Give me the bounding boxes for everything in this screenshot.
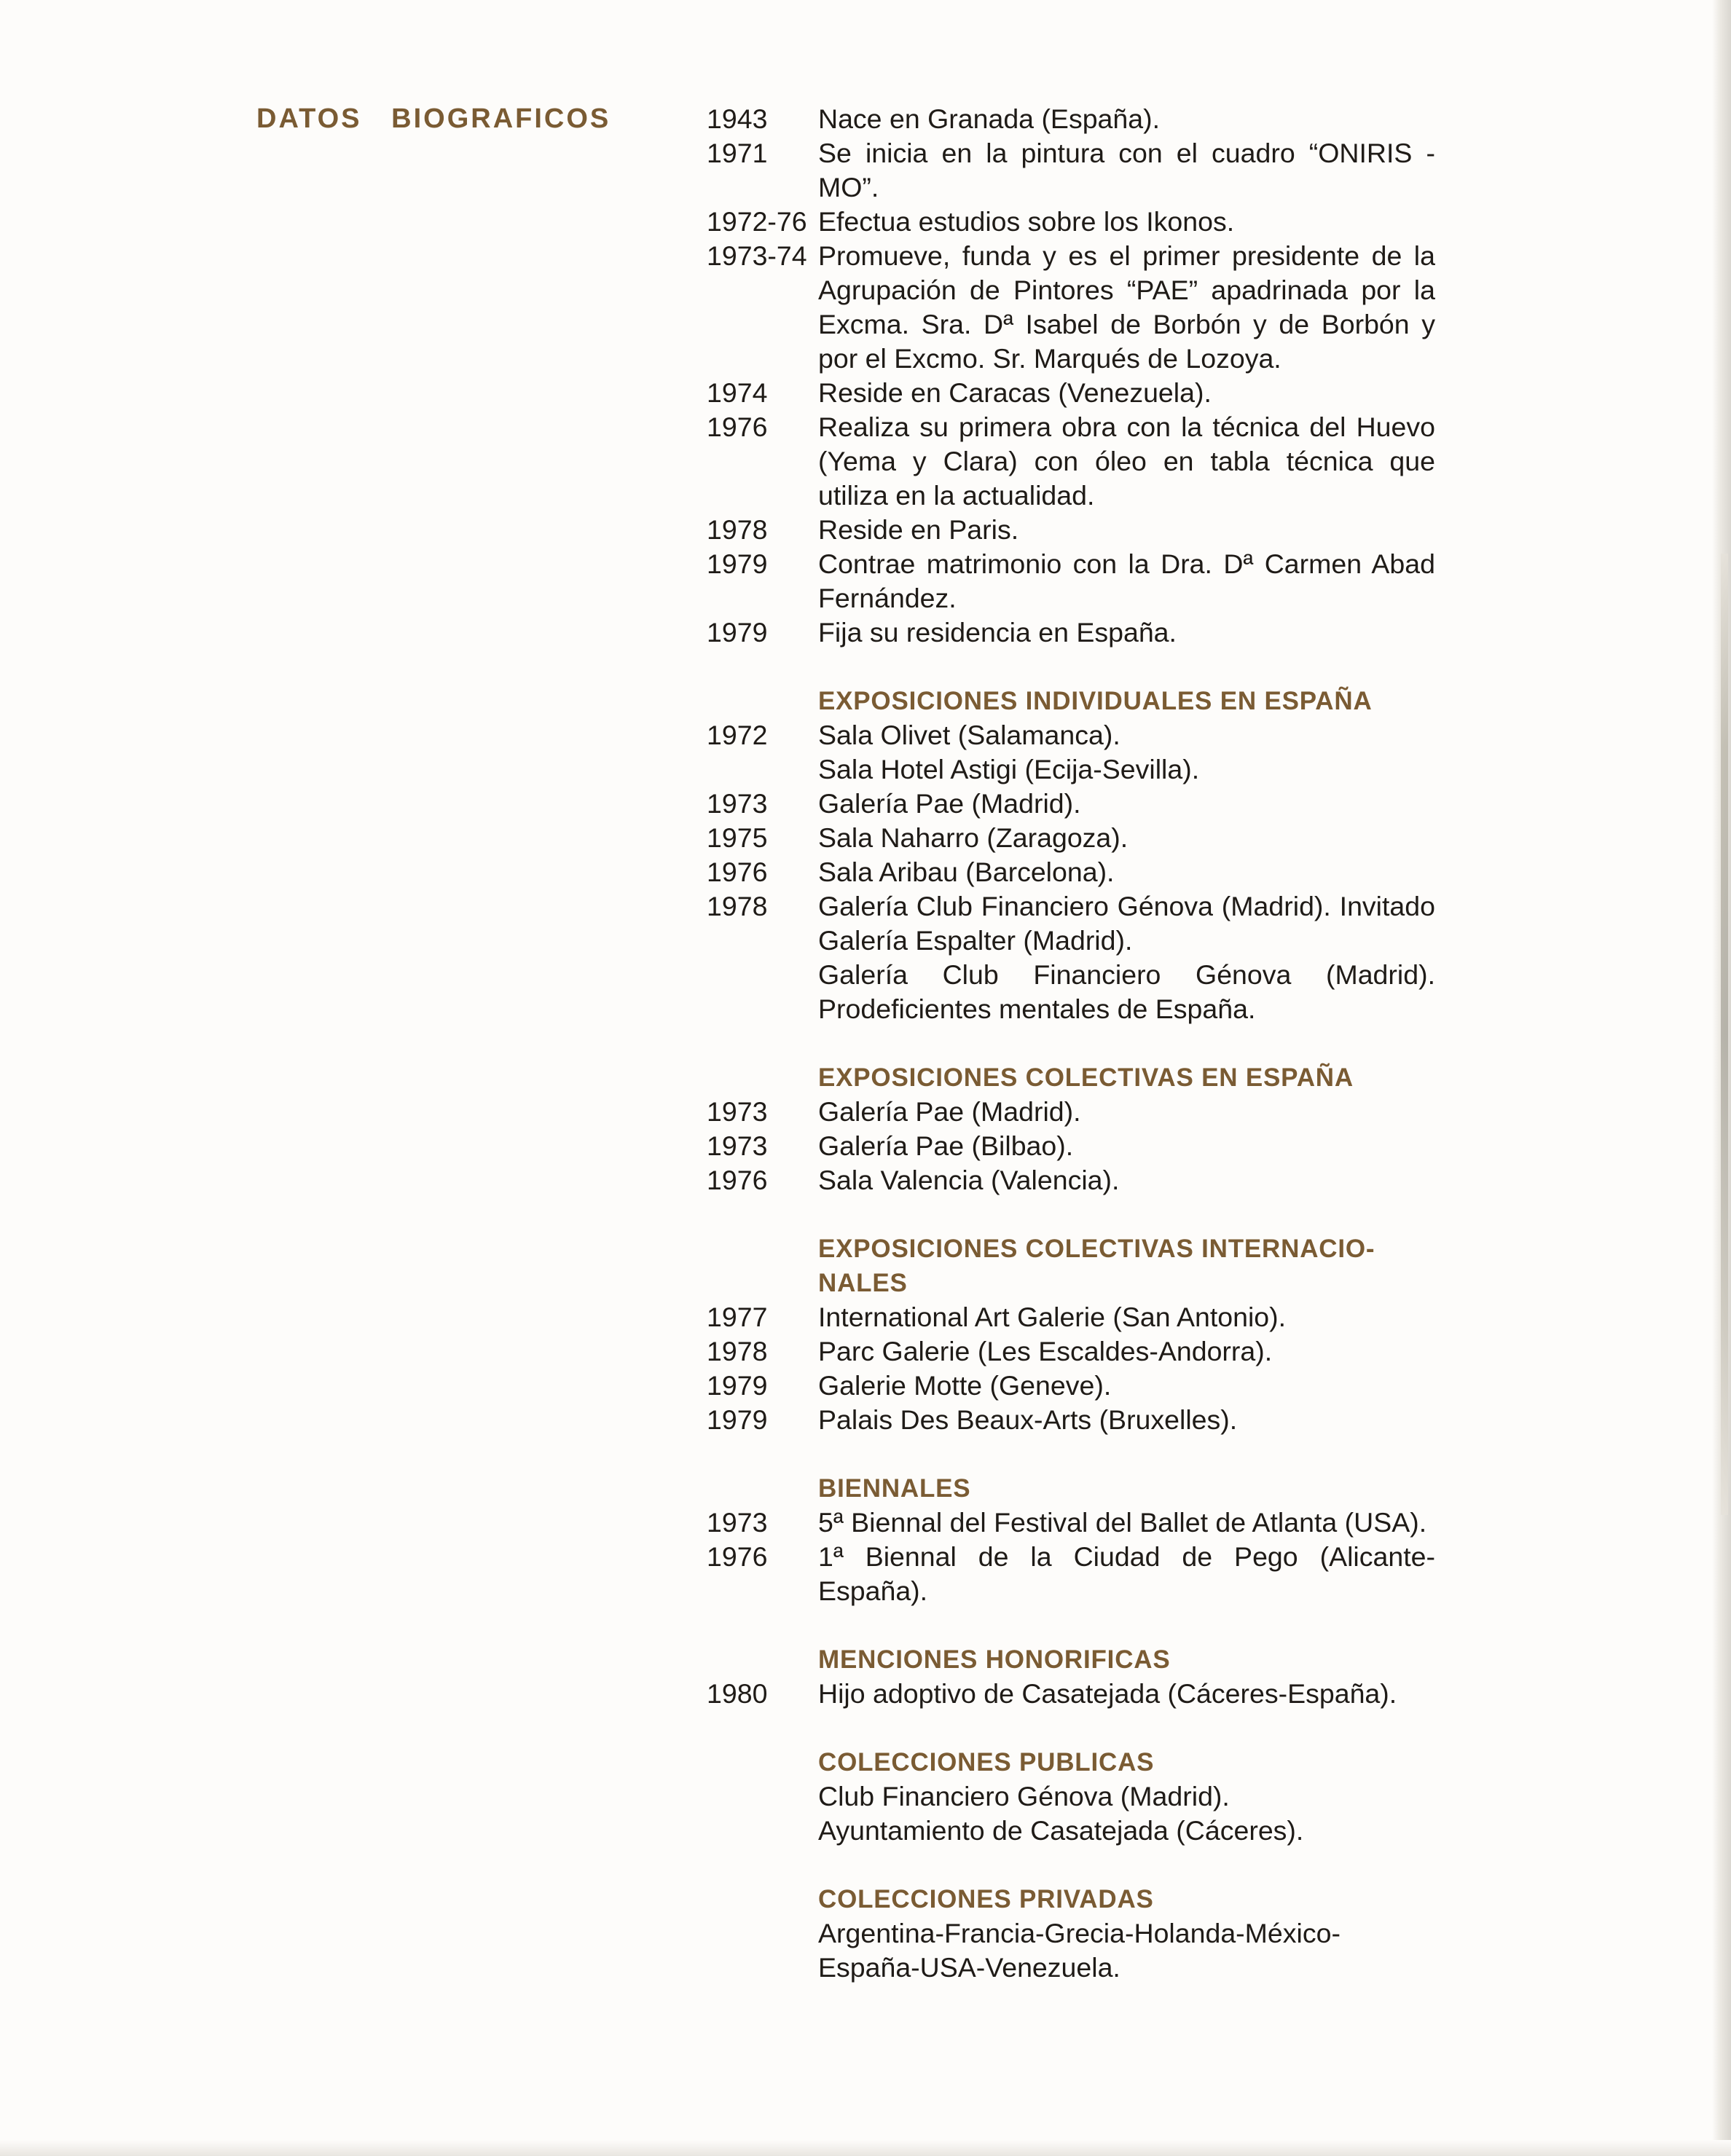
section-heading: BIENNALES bbox=[818, 1474, 971, 1503]
entry-year: 1979 bbox=[707, 1404, 768, 1435]
timeline-entry bbox=[707, 1300, 1435, 1334]
section-heading: EXPOSICIONES COLECTIVAS EN ESPAÑA bbox=[818, 1063, 1354, 1092]
exhibition-sections bbox=[707, 684, 1435, 1985]
entry-text: Parc Galerie (Les Escaldes-Andorra). bbox=[818, 1336, 1273, 1366]
section-block bbox=[707, 684, 1435, 1026]
entry-text: Sala Aribau (Barcelona). bbox=[818, 857, 1115, 887]
timeline-entry bbox=[707, 1506, 1435, 1540]
entry-year: 1976 bbox=[707, 412, 768, 442]
entry-year: 1973-74 bbox=[707, 240, 807, 271]
timeline-entry bbox=[707, 855, 1435, 889]
entry-text: Club Financiero Génova (Madrid). bbox=[818, 1781, 1230, 1811]
page-edge-shadow bbox=[1721, 554, 1728, 1515]
entry-year: 1972-76 bbox=[707, 206, 807, 237]
entry-text: Palais Des Beaux-Arts (Bruxelles). bbox=[818, 1404, 1238, 1435]
entry-text: Hijo adoptivo de Casatejada (Cáceres-España). bbox=[818, 1678, 1397, 1709]
entry-year: 1979 bbox=[707, 1370, 768, 1401]
biography-timeline bbox=[707, 102, 1435, 650]
entry-text: Galería Club Financiero Génova (Madrid). Invitado Galería Espalter (Madrid). bbox=[818, 891, 1435, 956]
biography-content bbox=[707, 102, 1435, 1985]
section-block bbox=[707, 1061, 1435, 1197]
timeline-entry bbox=[707, 1334, 1435, 1369]
section-title-datos-biograficos: DATOS BIOGRAFICOS bbox=[256, 103, 611, 134]
entry-text: Sala Valencia (Valencia). bbox=[818, 1165, 1120, 1195]
entry-text: Galería Pae (Bilbao). bbox=[818, 1130, 1074, 1161]
timeline-entry bbox=[707, 1916, 1435, 1985]
entry-text: Sala Olivet (Salamanca). bbox=[818, 720, 1120, 750]
timeline-entry bbox=[707, 205, 1435, 239]
timeline-entry bbox=[707, 547, 1435, 615]
section-heading: MENCIONES HONORIFICAS bbox=[818, 1645, 1171, 1674]
section-heading: EXPOSICIONES COLECTIVAS INTERNACIO-NALES bbox=[818, 1235, 1375, 1297]
timeline-entry bbox=[707, 410, 1435, 513]
entry-text: Reside en Paris. bbox=[818, 514, 1019, 545]
entry-year: 1978 bbox=[707, 514, 768, 545]
entry-year: 1973 bbox=[707, 1507, 768, 1538]
entry-text: 1ª Biennal de la Ciudad de Pego (Alicante-España). bbox=[818, 1541, 1435, 1606]
section-block bbox=[707, 1882, 1435, 1985]
entry-year: 1974 bbox=[707, 377, 768, 408]
entry-text: Galería Club Financiero Génova (Madrid). Prodeficientes mentales de España. bbox=[818, 959, 1435, 1024]
entry-year: 1980 bbox=[707, 1678, 768, 1709]
timeline-entry bbox=[707, 889, 1435, 958]
timeline-entry bbox=[707, 136, 1435, 205]
timeline-entry bbox=[707, 1677, 1435, 1711]
timeline-entry bbox=[707, 1779, 1435, 1814]
entry-year: 1972 bbox=[707, 720, 768, 750]
entry-text: Sala Hotel Astigi (Ecija-Sevilla). bbox=[818, 754, 1200, 784]
entry-text: Galería Pae (Madrid). bbox=[818, 1096, 1081, 1127]
entry-year: 1973 bbox=[707, 1096, 768, 1127]
entry-text: Se inicia en la pintura con el cuadro “ONIRIS - MO”. bbox=[818, 138, 1435, 202]
entry-text: International Art Galerie (San Antonio). bbox=[818, 1302, 1287, 1332]
timeline-entry bbox=[707, 615, 1435, 650]
entry-year: 1973 bbox=[707, 1130, 768, 1161]
entry-text: Reside en Caracas (Venezuela). bbox=[818, 377, 1212, 408]
entry-text: Galerie Motte (Geneve). bbox=[818, 1370, 1112, 1401]
entry-text: Nace en Granada (España). bbox=[818, 103, 1161, 134]
timeline-entry bbox=[707, 1095, 1435, 1129]
timeline-entry bbox=[707, 1403, 1435, 1437]
entry-year: 1979 bbox=[707, 617, 768, 648]
entry-text: Galería Pae (Madrid). bbox=[818, 788, 1081, 819]
entry-text: Fija su residencia en España. bbox=[818, 617, 1177, 648]
entry-year: 1979 bbox=[707, 548, 768, 579]
entry-year: 1971 bbox=[707, 138, 768, 168]
timeline-entry bbox=[707, 958, 1435, 1026]
timeline-entry bbox=[707, 513, 1435, 547]
entry-text: Efectua estudios sobre los Ikonos. bbox=[818, 206, 1235, 237]
timeline-entry bbox=[707, 1540, 1435, 1608]
timeline-entry bbox=[707, 1129, 1435, 1163]
entry-text: Realiza su primera obra con la técnica del Huevo (Yema y Clara) con óleo en tabla técnica que utiliza en la actualidad. bbox=[818, 412, 1435, 511]
entry-text: Contrae matrimonio con la Dra. Dª Carmen Abad Fernández. bbox=[818, 548, 1435, 613]
section-block bbox=[707, 1232, 1435, 1437]
page-edge-bottom bbox=[0, 2140, 1731, 2156]
timeline-entry bbox=[707, 102, 1435, 136]
timeline-entry bbox=[707, 239, 1435, 376]
timeline-entry bbox=[707, 821, 1435, 855]
timeline-entry bbox=[707, 1369, 1435, 1403]
timeline-entry bbox=[707, 718, 1435, 752]
entry-year: 1977 bbox=[707, 1302, 768, 1332]
entry-year: 1973 bbox=[707, 788, 768, 819]
timeline-entry bbox=[707, 1163, 1435, 1197]
section-heading: COLECCIONES PUBLICAS bbox=[818, 1748, 1155, 1777]
timeline-entry bbox=[707, 1814, 1435, 1848]
timeline-entry bbox=[707, 787, 1435, 821]
entry-year: 1943 bbox=[707, 103, 768, 134]
timeline-entry bbox=[707, 376, 1435, 410]
entry-text: Sala Naharro (Zaragoza). bbox=[818, 822, 1129, 853]
entry-text: Argentina-Francia-Grecia-Holanda-México-España-USA-Venezuela. bbox=[818, 1918, 1341, 1983]
section-heading: COLECCIONES PRIVADAS bbox=[818, 1885, 1154, 1913]
section-heading: EXPOSICIONES INDIVIDUALES EN ESPAÑA bbox=[818, 687, 1373, 715]
section-block bbox=[707, 1745, 1435, 1848]
entry-year: 1975 bbox=[707, 822, 768, 853]
entry-year: 1976 bbox=[707, 1165, 768, 1195]
entry-year: 1978 bbox=[707, 891, 768, 921]
section-block bbox=[707, 1642, 1435, 1711]
entry-year: 1976 bbox=[707, 1541, 768, 1572]
entry-text: Ayuntamiento de Casatejada (Cáceres). bbox=[818, 1815, 1304, 1846]
entry-text: 5ª Biennal del Festival del Ballet de Atlanta (USA). bbox=[818, 1507, 1427, 1538]
entry-year: 1978 bbox=[707, 1336, 768, 1366]
timeline-entry bbox=[707, 752, 1435, 787]
entry-text: Promueve, funda y es el primer presidente de la Agrupación de Pintores “PAE” apadrinada por la Excma. Sra. Dª Isabel de Borbón y de Borbón y por el Excmo. Sr. Marqués de Lozoya. bbox=[818, 240, 1435, 374]
entry-year: 1976 bbox=[707, 857, 768, 887]
section-block bbox=[707, 1471, 1435, 1608]
